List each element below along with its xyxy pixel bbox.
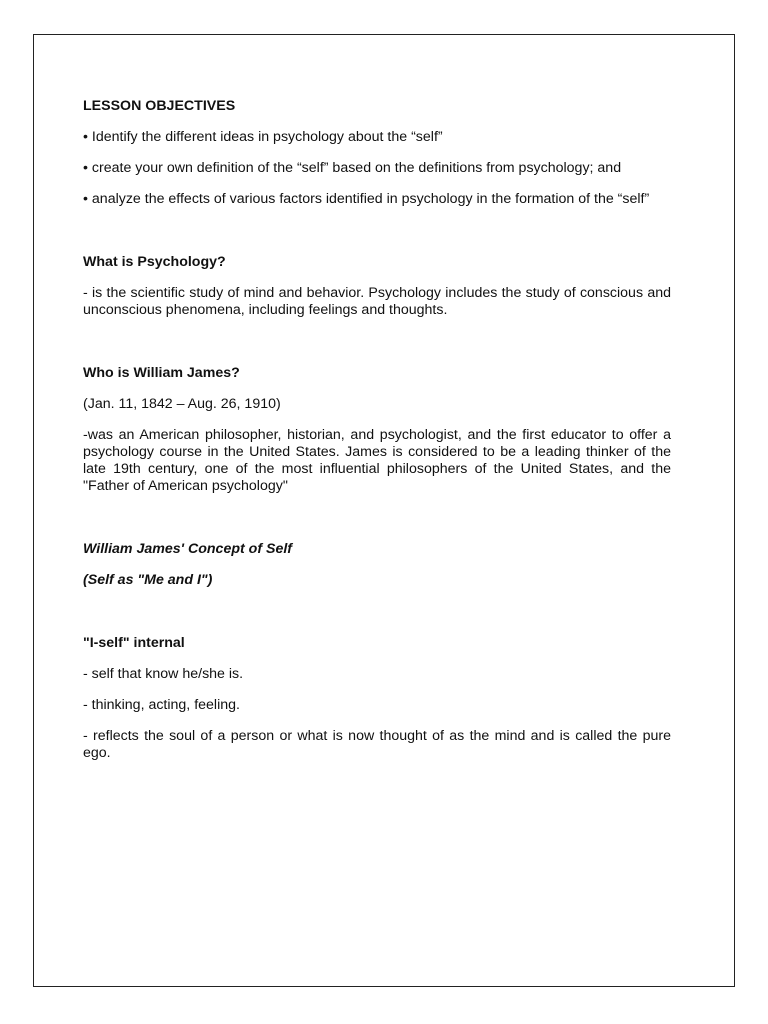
concept-of-self-heading: William James' Concept of Self [83,541,293,557]
psychology-definition: - is the scientific study of mind and behavior. Psychology includes the study of conscious and unconscious phenomena, including feelings and thoughts. [83,285,671,318]
william-james-dates: (Jan. 11, 1842 – Aug. 26, 1910) [83,396,281,412]
concept-of-self-subheading: (Self as "Me and I") [83,572,213,588]
lesson-objectives-heading: LESSON OBJECTIVES [83,98,236,114]
i-self-item: - self that know he/she is. [83,666,244,682]
objective-item: • create your own definition of the “self” based on the definitions from psychology; and [83,160,622,176]
psychology-heading: What is Psychology? [83,254,226,270]
objective-item: • Identify the different ideas in psychology about the “self” [83,129,443,145]
i-self-item: - thinking, acting, feeling. [83,697,240,713]
william-james-bio: -was an American philosopher, historian, and psychologist, and the first educator to offer a psychology course in the United States. James is considered to be a leading thinker of the late 19th century, one of the most influential philosophers of the United States, and the "Father of American psychology" [83,427,671,494]
objective-item: • analyze the effects of various factors identified in psychology in the formation of the “self” [83,191,650,207]
i-self-item: - reflects the soul of a person or what is now thought of as the mind and is called the pure ego. [83,728,671,761]
william-james-heading: Who is William James? [83,365,240,381]
i-self-heading: "I-self" internal [83,635,185,651]
document-content [83,98,671,762]
